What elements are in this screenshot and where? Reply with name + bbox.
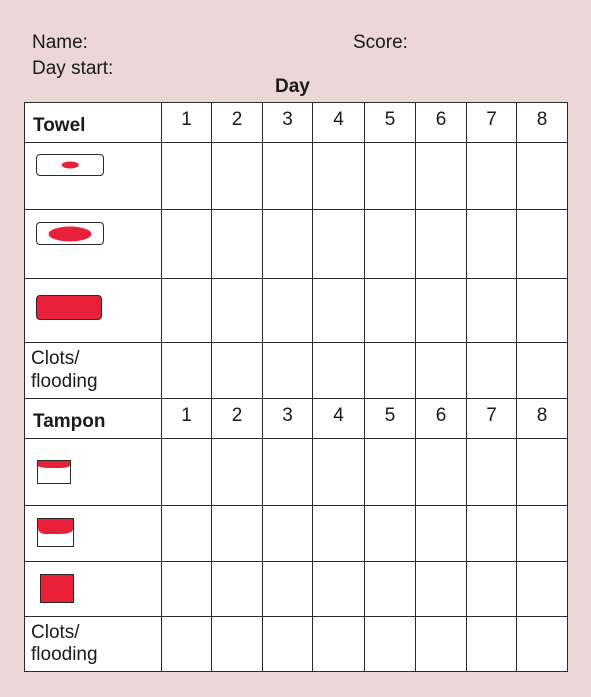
tampon-section-title: Tampon [25,399,162,439]
tampon-entry-cell[interactable] [162,439,212,506]
towel-stain [62,162,79,169]
name-label: Name: [32,32,88,53]
tampon-entry-cell[interactable] [212,506,263,562]
tampon-entry-cell[interactable] [467,562,517,617]
tampon-row-light [25,439,568,506]
lightly-stained-towel-icon [36,154,104,176]
towel-entry-cell[interactable] [365,143,416,210]
tampon-clots-entry-cell[interactable] [365,617,416,672]
towel-entry-cell[interactable] [212,143,263,210]
towel-stain [49,226,92,241]
tampon-entry-cell[interactable] [365,439,416,506]
tampon-entry-cell[interactable] [313,562,365,617]
day-heading: Day [275,76,310,97]
towel-clots-entry-cell[interactable] [517,343,568,399]
tampon-entry-cell[interactable] [416,439,467,506]
tampon-header-row [25,399,568,439]
tampon-entry-cell[interactable] [517,439,568,506]
towel-entry-cell[interactable] [365,279,416,343]
day-number: 1 [162,103,212,143]
clots-label-line1: Clots/ [31,348,80,370]
towel-picto-cell [25,279,162,343]
towel-clots-entry-cell[interactable] [212,343,263,399]
tampon-row-heavy [25,562,568,617]
towel-row-moderate [25,210,568,279]
tampon-entry-cell[interactable] [263,506,313,562]
towel-header-row [25,103,568,143]
towel-entry-cell[interactable] [263,279,313,343]
tampon-entry-cell[interactable] [517,506,568,562]
day-number: 8 [517,399,568,439]
towel-picto-cell [25,210,162,279]
towel-clots-entry-cell[interactable] [416,343,467,399]
tampon-clots-entry-cell[interactable] [313,617,365,672]
tampon-entry-cell[interactable] [162,506,212,562]
moderately-stained-towel-icon [36,222,104,245]
day-number: 1 [162,399,212,439]
tampon-clots-entry-cell[interactable] [212,617,263,672]
tampon-clots-entry-cell[interactable] [416,617,467,672]
tampon-entry-cell[interactable] [263,562,313,617]
day-number: 7 [467,103,517,143]
towel-entry-cell[interactable] [467,279,517,343]
towel-entry-cell[interactable] [517,143,568,210]
towel-entry-cell[interactable] [263,143,313,210]
towel-entry-cell[interactable] [212,279,263,343]
tampon-clots-entry-cell[interactable] [517,617,568,672]
lightly-stained-tampon-icon [37,460,71,484]
towel-entry-cell[interactable] [467,143,517,210]
towel-entry-cell[interactable] [517,210,568,279]
blood-loss-chart [24,102,568,672]
day-number: 4 [313,399,365,439]
tampon-clots-entry-cell[interactable] [467,617,517,672]
towel-entry-cell[interactable] [467,210,517,279]
towel-clots-label [25,343,162,399]
tampon-entry-cell[interactable] [467,506,517,562]
towel-clots-entry-cell[interactable] [467,343,517,399]
towel-entry-cell[interactable] [162,210,212,279]
tampon-picto-cell [25,506,162,562]
moderately-stained-tampon-icon [37,518,74,547]
towel-entry-cell[interactable] [313,210,365,279]
tampon-clots-entry-cell[interactable] [162,617,212,672]
tampon-picto-cell [25,439,162,506]
towel-clots-entry-cell[interactable] [263,343,313,399]
towel-entry-cell[interactable] [162,279,212,343]
tampon-clots-entry-cell[interactable] [263,617,313,672]
towel-entry-cell[interactable] [162,143,212,210]
day-number: 5 [365,103,416,143]
towel-section-title: Towel [25,103,162,143]
towel-clots-entry-cell[interactable] [365,343,416,399]
tampon-stain [38,519,73,534]
towel-entry-cell[interactable] [263,210,313,279]
tampon-clots-label [25,617,162,672]
towel-entry-cell[interactable] [313,143,365,210]
tampon-entry-cell[interactable] [162,562,212,617]
towel-row-heavy [25,279,568,343]
towel-entry-cell[interactable] [517,279,568,343]
tampon-entry-cell[interactable] [313,506,365,562]
towel-entry-cell[interactable] [416,210,467,279]
fully-soaked-towel-icon [36,295,102,320]
day-number: 5 [365,399,416,439]
towel-clots-entry-cell[interactable] [313,343,365,399]
towel-clots-entry-cell[interactable] [162,343,212,399]
tampon-entry-cell[interactable] [212,562,263,617]
tampon-entry-cell[interactable] [517,562,568,617]
towel-picto-cell [25,143,162,210]
clots-label-line1: Clots/ [31,621,80,643]
tampon-entry-cell[interactable] [467,439,517,506]
tampon-entry-cell[interactable] [263,439,313,506]
tampon-row-clots [25,617,568,672]
tampon-picto-cell [25,562,162,617]
towel-entry-cell[interactable] [365,210,416,279]
day-number: 6 [416,399,467,439]
day-number: 2 [212,103,263,143]
towel-row-clots [25,343,568,399]
towel-entry-cell[interactable] [416,279,467,343]
tampon-entry-cell[interactable] [365,506,416,562]
day-number: 8 [517,103,568,143]
tampon-entry-cell[interactable] [416,562,467,617]
towel-entry-cell[interactable] [313,279,365,343]
towel-entry-cell[interactable] [212,210,263,279]
tampon-entry-cell[interactable] [416,506,467,562]
tampon-row-moderate [25,506,568,562]
day-number: 6 [416,103,467,143]
clots-label-line2: flooding [31,370,98,392]
day-number: 3 [263,103,313,143]
day-number: 7 [467,399,517,439]
clots-label-line2: flooding [31,644,98,665]
day-start-label: Day start: [32,58,114,79]
tampon-entry-cell[interactable] [365,562,416,617]
towel-row-light [25,143,568,210]
tampon-stain [38,461,70,468]
towel-entry-cell[interactable] [416,143,467,210]
score-label: Score: [353,32,408,53]
day-number: 4 [313,103,365,143]
tampon-entry-cell[interactable] [313,439,365,506]
day-number: 3 [263,399,313,439]
tampon-entry-cell[interactable] [212,439,263,506]
day-number: 2 [212,399,263,439]
fully-soaked-tampon-icon [40,574,74,603]
